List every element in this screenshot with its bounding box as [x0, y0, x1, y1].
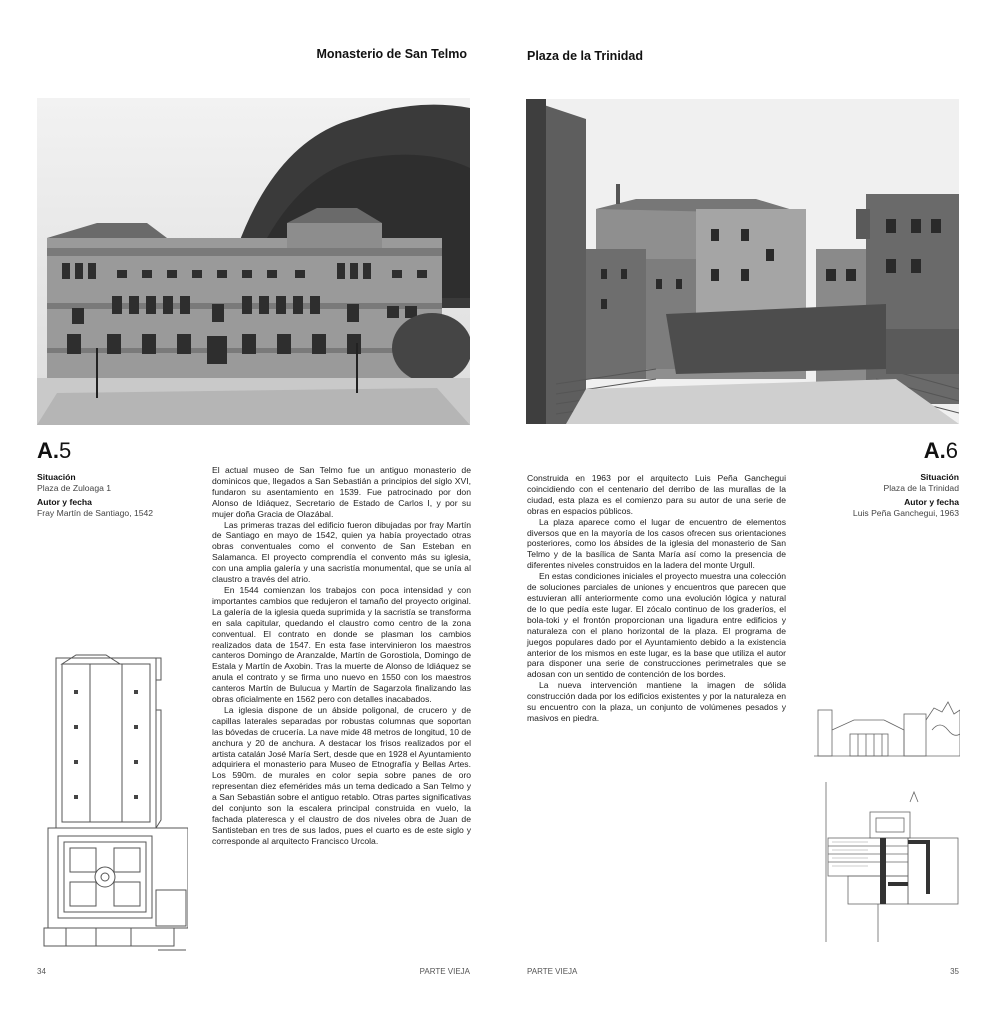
right-autor-value: Luis Peña Ganchegui, 1963: [852, 508, 959, 518]
right-body-text: [527, 473, 786, 724]
left-paragraph: El actual museo de San Telmo fue un antiguo monasterio de dominicos que, llegados a San Sebastián a principios del siglo XVI, fundaron su asentamiento en 1539. Fue patrocinado por don Alonso de Idiáquez, Secretario de Estado de Carlos I, y por su mujer doña Gracia de Olazábal.: [212, 465, 471, 519]
right-paragraph: En estas condiciones iniciales el proyecto muestra una colección de soluciones parciales de uniones y encuentros que parecen que estuvieran allí anteriormente como una evolución lógica y natural de lo que pedía este lugar. El zócalo continuo de los graderíos, el bola-toki y el frontón proporcionan una ligadura entre edificios y naturaleza con el plano horizontal de la plaza. El programa de juegos populares dado por el Ayuntamiento debido a la existencia anterior de los mismos en este lugar, es la base que utiliza el autor para disponer una serie de construcciones perimetrales que se adosan con un sentido de contención de los bordes.: [527, 571, 786, 680]
right-entry-code-number: 6: [945, 438, 958, 463]
left-paragraph: Las primeras trazas del edificio fueron dibujadas por fray Martín de Santiago en mayo de 1542, quien ya había proyectado otras obras conventuales como el convento de San Esteban en Salamanca. El proyecto comprendía el convento más su iglesia, con una amplia galería y una sacristía monumental, que se unía al claustro a través del atrio.: [212, 519, 471, 585]
right-page-number: 35: [950, 967, 959, 976]
right-meta: [799, 472, 959, 522]
right-entry-code: [924, 438, 958, 464]
left-page-title: Monasterio de San Telmo: [316, 47, 467, 61]
right-situacion-label: Situación: [920, 472, 959, 482]
left-situacion-label: Situación: [37, 472, 76, 482]
right-entry-code-letter: A.: [923, 438, 946, 463]
left-body-text: [212, 465, 471, 847]
trinidad-elevation-drawing: [814, 690, 960, 760]
trinidad-site-plan: [818, 782, 960, 942]
san-telmo-photo: [37, 98, 470, 425]
san-telmo-photo-drawing: [37, 98, 470, 425]
left-meta: [37, 472, 197, 522]
left-autor-label: Autor y fecha: [37, 497, 92, 507]
left-entry-code-number: 5: [59, 438, 72, 463]
right-situacion-value: Plaza de la Trinidad: [883, 483, 959, 493]
left-paragraph: En 1544 comienzan los trabajos con poca intensidad y con importantes cambios que redujeron el tamaño del proyecto original. La galería de la iglesia queda suprimida y la sacristía se transforma en sala capitular, quedando el claustro como centro de la zona conventual. El contrato en donde se plasman los cambios realizados data de 1547. En esta fase intervinieron los maestros canteros Domingo de Aranzalde, Martín de Gorostiola, Domingo de Estala y Martín de Axobin. Tras la muerte de Alonso de Idiáquez se anula el contrato y se firma uno nuevo en 1550 con los maestros canteros Martín de Bulucua y Martín de Sagarzola finalizando las obras oficialmente en 1562 pero con detalles inacabados.: [212, 584, 471, 705]
left-page-number: 34: [37, 967, 46, 976]
left-paragraph: La iglesia dispone de un ábside poligonal, de crucero y de capillas laterales separadas por robustas columnas que soportan las bóvedas de crucería. La nave mide 48 metros de longitud, 10 de anchura y 20 de anchura. A destacar los frisos realizados por el artista catalán José María Sert, desde que en 1928 el Ayuntamiento adquiriera el monasterio para Museo de Etnografía y Bellas Artes. Los 590m. de murales en color sepia sobre panes de oro representan diez efemérides más un tema dedicado a San Telmo y a San Sebastián sobre el antiguo retablo. Otras partes significativas del conjunto son la escalera principal construida en vuelo, la fachada plateresca y el claustro de dos niveles obra de Juan de Santisteban en tres de sus lados, pues el cuarto es de este siglo y corresponde al arquitecto Francisco Urcola.: [212, 704, 471, 846]
right-autor-label: Autor y fecha: [904, 497, 959, 507]
left-situacion-value: Plaza de Zuloaga 1: [37, 483, 112, 493]
right-running-footer: PARTE VIEJA: [527, 967, 578, 976]
right-paragraph: La plaza aparece como el lugar de encuentro de elementos diversos que en la mayoría de los casos ofrecen sus orientaciones posteriores, como los ábsides de la iglesia del monasterio de San Telmo y de la basílica de Santa María así como la presencia de diferentes niveles construidos en la ladera del monte Urgull.: [527, 516, 786, 571]
left-entry-code-letter: A.: [37, 438, 59, 463]
right-paragraph: La nueva intervención mantiene la imagen de sólida construcción dada por los edificios existentes y por la naturaleza en su encuentro con la plaza, un conjunto de volúmenes pesados y masivos en piedra.: [527, 680, 786, 723]
right-page-title: Plaza de la Trinidad: [527, 49, 644, 63]
right-paragraph: Construida en 1963 por el arquitecto Luis Peña Ganchegui coincidiendo con el centenario del derribo de las murallas de la ciudad, esta plaza es el comienzo para su autor de una serie de obras en espacios públicos.: [527, 473, 786, 516]
left-running-footer: PARTE VIEJA: [419, 967, 470, 976]
plaza-trinidad-photo: [526, 99, 959, 424]
left-autor-value: Fray Martín de Santiago, 1542: [37, 508, 154, 518]
san-telmo-floor-plan: [36, 650, 188, 960]
plaza-trinidad-photo-drawing: [526, 99, 959, 424]
left-entry-code: [37, 438, 71, 464]
